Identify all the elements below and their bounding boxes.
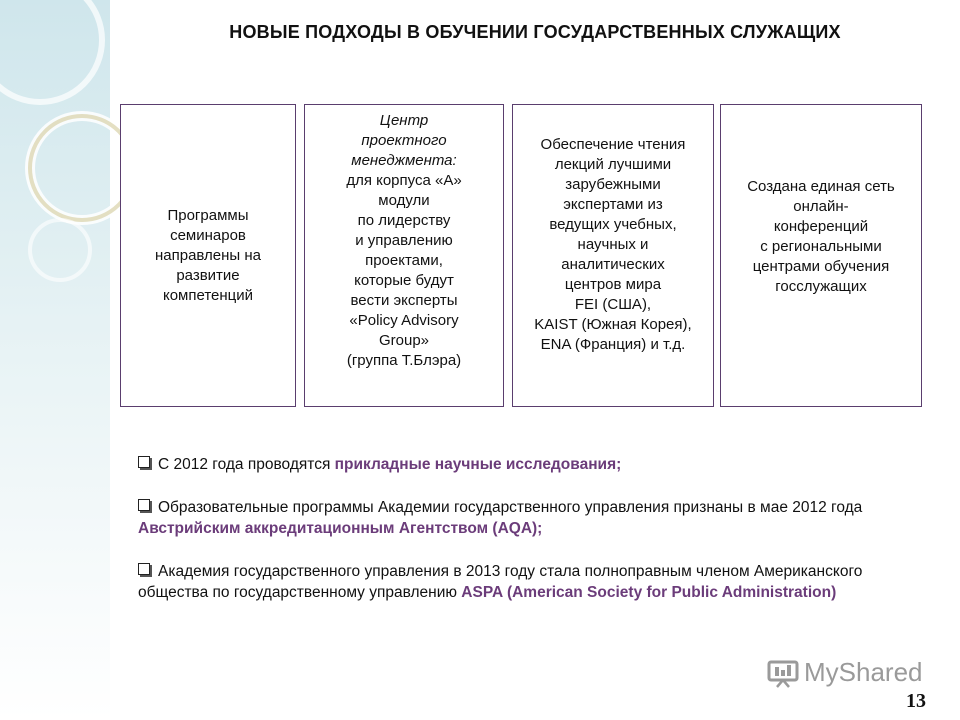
box-line: экспертами из <box>563 196 663 213</box>
bullet-text: Академия государственного управления в 2013 году стала полноправным членом Американского общества по государственному управлению <box>138 563 863 601</box>
box-line: которые будут <box>354 272 454 289</box>
box-line: семинаров <box>170 226 246 244</box>
approach-box-foreign-experts <box>512 104 714 407</box>
checkbox-bullet-icon <box>138 499 150 511</box>
box-line: лекций лучшими <box>554 156 672 173</box>
box-line-italic: проектного <box>361 132 447 149</box>
bullet-highlight: ASPA (American Society for Public Administration) <box>461 584 837 601</box>
box-line: госслужащих <box>775 278 867 295</box>
box-line: Программы <box>167 206 249 224</box>
box-line: аналитических <box>561 256 665 273</box>
box-line: Group» <box>378 332 430 349</box>
box-line: проектами, <box>365 252 443 269</box>
box-line: для корпуса «А» <box>346 172 462 189</box>
box-line: зарубежными <box>565 176 661 193</box>
box-text <box>155 206 261 306</box>
box-line-italic: менеджмента: <box>351 152 457 169</box>
box-line-italic: Центр <box>379 112 429 129</box>
box-line: по лидерству <box>357 212 451 229</box>
box-line: научных и <box>577 236 649 253</box>
bullet-list <box>138 454 928 625</box>
bullet-item <box>138 561 928 603</box>
bullet-text: Образовательные программы Академии государственного управления признаны в мае 2012 года <box>158 499 863 516</box>
box-line: и управлению <box>355 232 453 249</box>
box-line: онлайн- <box>793 198 849 215</box>
box-line: компетенций <box>162 286 253 304</box>
box-line: Создана единая сеть <box>747 178 895 195</box>
page-title: НОВЫЕ ПОДХОДЫ В ОБУЧЕНИИ ГОСУДАРСТВЕННЫХ СЛУЖАЩИХ <box>229 22 841 42</box>
checkbox-bullet-icon <box>138 563 150 575</box>
box-line: FEI (США), <box>574 296 652 313</box>
myshared-watermark <box>766 652 923 692</box>
approach-box-project-center <box>304 104 504 407</box>
box-line: центрами обучения <box>752 258 890 275</box>
checkbox-bullet-icon <box>138 456 150 468</box>
box-line: модули <box>378 192 430 209</box>
bullet-item <box>138 454 928 475</box>
box-line: (группа Т.Блэра) <box>346 352 462 369</box>
decorative-rings-icon <box>0 0 130 320</box>
box-line: развитие <box>176 266 240 284</box>
box-text <box>346 111 461 371</box>
box-line: вести эксперты <box>350 292 458 309</box>
box-line: KAIST (Южная Корея), <box>534 316 692 333</box>
box-line: центров мира <box>564 276 662 293</box>
box-line: направлены на <box>154 246 261 264</box>
box-line: ENA (Франция) и т.д. <box>540 336 686 353</box>
approach-box-online-network <box>720 104 922 407</box>
page-number: 13 <box>906 690 926 712</box>
bullet-highlight: прикладные научные исследования; <box>334 456 622 473</box>
box-line: «Policy Advisory <box>349 312 459 329</box>
box-line: с региональными <box>760 238 882 255</box>
box-line: ведущих учебных, <box>549 216 677 233</box>
box-text <box>747 177 895 297</box>
box-text <box>534 135 691 355</box>
bullet-text: С 2012 года проводятся <box>158 456 335 473</box>
box-line: Обеспечение чтения <box>540 136 686 153</box>
watermark-text: MyShared <box>804 656 923 687</box>
approach-box-seminars <box>120 104 296 407</box>
bullet-highlight: Австрийским аккредитационным Агентством (AQA); <box>138 520 543 537</box>
presentation-board-icon <box>766 656 800 688</box>
bullet-item <box>138 497 928 539</box>
box-line: конференций <box>773 218 869 235</box>
